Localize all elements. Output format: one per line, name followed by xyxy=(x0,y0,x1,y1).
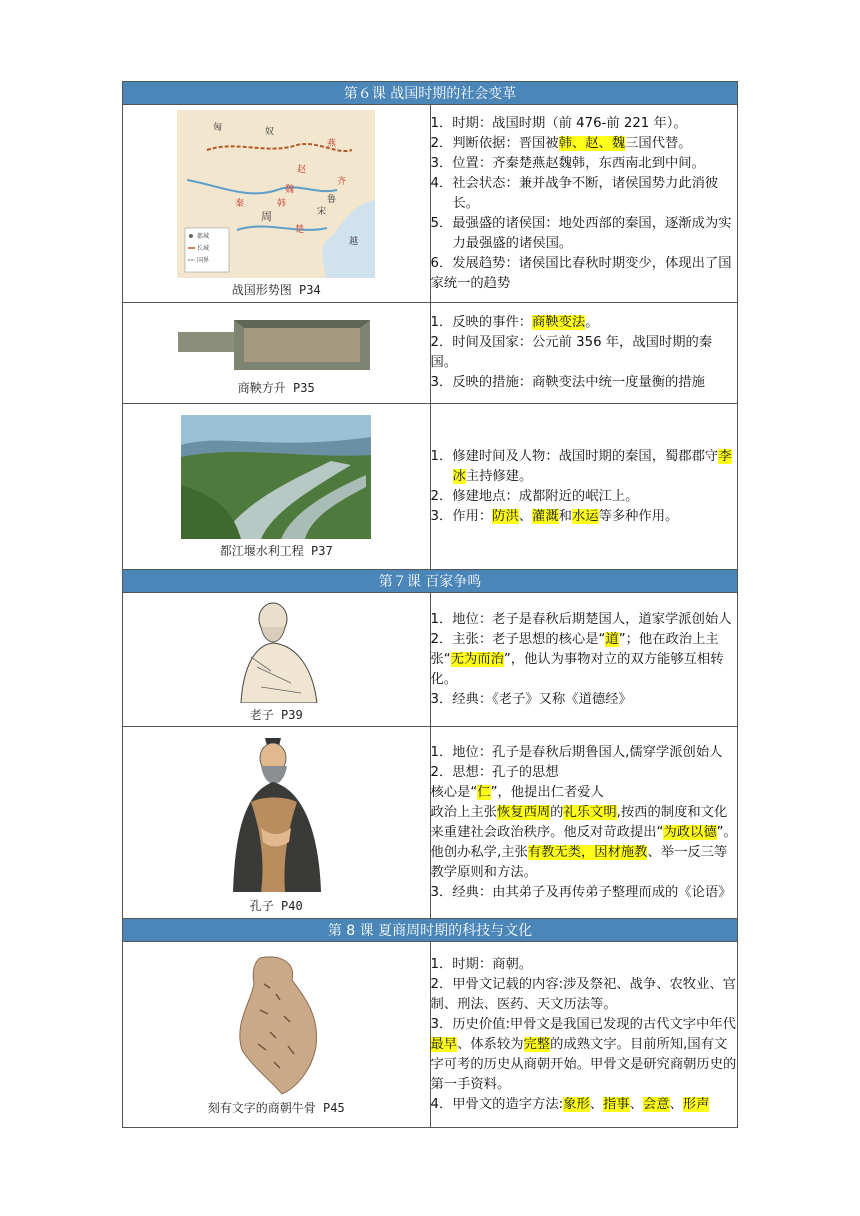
note-item: 3．反映的措施：商鞅变法中统一度量衡的措施 xyxy=(430,375,705,390)
laozi-portrait xyxy=(221,597,331,703)
map-caption: 战国形势图 P34 xyxy=(231,282,321,297)
laozi-caption: 老子 P39 xyxy=(249,707,303,722)
note-item: 2．思想：孔子的思想 xyxy=(430,764,559,780)
note-item: 政治上主张恢复西周的礼乐文明,按西的制度和文化来重建社会政治秩序。他反对苛政提出“为政以德”。 xyxy=(430,804,737,840)
note-item: 2．甲骨文记载的内容:涉及祭祀、战争、农牧业、官制、刑法、医药、天文历法等。 xyxy=(430,976,736,1012)
lesson6-header: 第６课 战国时期的社会变革 xyxy=(123,82,738,105)
note-item: 3．位置：齐秦楚燕赵魏韩，东西南北到中间。 xyxy=(430,155,705,171)
map-legend-item: 长城 xyxy=(197,244,210,252)
kongzi-caption: 孔子 P40 xyxy=(249,898,303,913)
lesson7-header: 第７课 百家争鸣 xyxy=(123,570,738,593)
history-notes-table xyxy=(122,81,738,1128)
note-item: 1．地位：孔子是春秋后期鲁国人,儒穿学派创始人 xyxy=(430,744,723,760)
warring-states-map xyxy=(177,110,375,278)
note-item: 3．历史价值:甲骨文是我国已发现的古代文字中年代最早、体系较为完整的成熟文字。目前所知,国有文字可考的历史从商朝开始。甲骨文是研究商朝历史的第一手资料。 xyxy=(430,1016,737,1092)
map-label: 楚 xyxy=(295,224,305,235)
shangyang-fangsheng-image xyxy=(178,310,374,376)
map-label: 韩 xyxy=(277,198,287,209)
note-item: 3．经典：由其弟子及再传弟子整理而成的《论语》 xyxy=(430,884,732,900)
map-label: 齐 xyxy=(337,176,347,187)
note-item: 1．时期：战国时期（前 476-前 221 年）。 xyxy=(430,115,687,131)
oracle-bone-cell xyxy=(123,942,431,1128)
map-cell xyxy=(123,105,431,303)
map-label: 周 xyxy=(261,209,273,223)
map-label: 奴 xyxy=(265,126,275,137)
dujiangyan-cell xyxy=(123,404,431,570)
map-notes xyxy=(430,105,738,303)
note-item: 2．时间及国家：公元前 356 年，战国时期的秦国。 xyxy=(430,335,713,370)
map-label: 越 xyxy=(349,236,359,247)
map-legend-item: 都城 xyxy=(197,232,210,240)
dujiangyan-image xyxy=(181,415,371,539)
map-label: 赵 xyxy=(297,164,307,175)
fangsheng-notes xyxy=(430,303,738,404)
dujiangyan-notes xyxy=(430,404,738,570)
map-legend-item: 国界 xyxy=(197,256,210,264)
note-item: 4．甲骨文的造字方法:象形、指事、会意、形声 xyxy=(430,1096,710,1112)
note-item: 2．主张：老子思想的核心是“道”；他在政治上主张“无为而治”，他认为事物对立的双方能够互相转化。 xyxy=(430,631,724,687)
kongzi-portrait xyxy=(221,732,331,894)
note-item: 1．修建时间及人物：战国时期的秦国，蜀郡郡守李冰主持修建。 xyxy=(430,448,732,484)
fangsheng-cell xyxy=(123,303,431,404)
note-item: 他创办私学,主张有教无类，因材施教、举一反三等教学原则和方法。 xyxy=(430,844,728,880)
lesson8-header: 第 8 课 夏商周时期的科技与文化 xyxy=(123,919,738,942)
kongzi-cell xyxy=(123,727,431,919)
note-item: 5．最强盛的诸侯国：地处西部的秦国，逐渐成为实力最强盛的诸侯国。 xyxy=(430,215,732,251)
note-item: 3．作用：防洪、灌溉和水运等多种作用。 xyxy=(430,508,679,524)
note-item: 核心是“仁”，他提出仁者爱人 xyxy=(430,784,604,800)
fangsheng-caption: 商鞅方升 P35 xyxy=(237,381,315,395)
note-item: 4．社会状态：兼并战争不断，诸侯国势力此消彼长。 xyxy=(430,175,719,211)
kongzi-notes xyxy=(430,727,738,919)
map-label: 匈 xyxy=(213,122,223,133)
note-item: 3．经典：《老子》又称《道德经》 xyxy=(430,691,632,707)
map-label: 魏 xyxy=(285,184,295,195)
note-item: 2．判断依据：晋国被韩、赵、魏三国代替。 xyxy=(430,135,692,151)
oracle-bone-caption: 刻有文字的商朝牛骨 P45 xyxy=(207,1100,345,1115)
note-item: 1．反映的事件：商鞅变法。 xyxy=(430,315,599,330)
note-item: 2．修建地点：成都附近的岷江上。 xyxy=(430,488,639,504)
map-label: 鲁 xyxy=(327,194,337,205)
laozi-cell xyxy=(123,593,431,727)
oracle-bone-image xyxy=(230,954,322,1096)
laozi-notes xyxy=(430,593,738,727)
map-label: 燕 xyxy=(327,138,337,149)
oracle-bone-notes xyxy=(430,942,738,1128)
note-item: 1．地位：老子是春秋后期楚国人，道家学派创始人 xyxy=(430,611,732,627)
note-item: 6．发展趋势：诸侯国比春秋时期变少，体现出了国家统一的趋势 xyxy=(430,255,732,291)
map-label: 宋 xyxy=(317,206,327,217)
note-item: 1．时期：商朝。 xyxy=(430,956,533,972)
dujiangyan-caption: 都江堰水利工程 P37 xyxy=(219,543,333,558)
map-label: 秦 xyxy=(235,198,245,209)
